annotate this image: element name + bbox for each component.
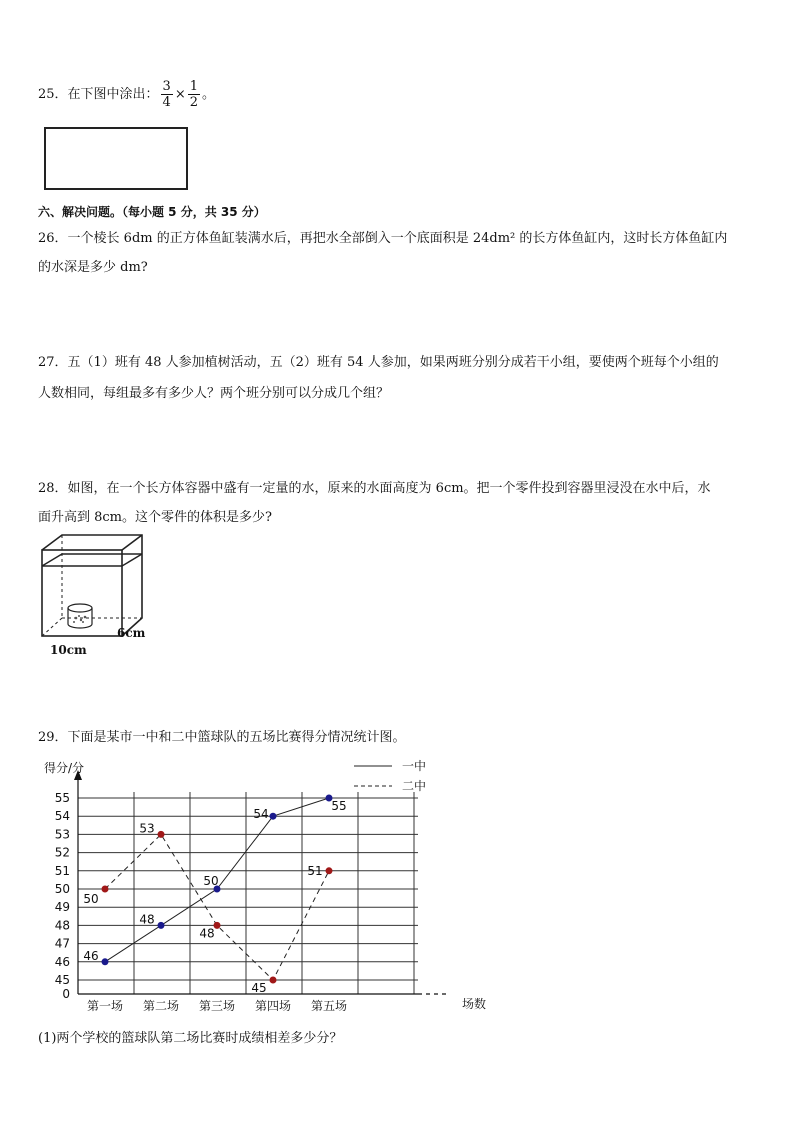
data-label: 50 — [203, 874, 219, 888]
q28-line2: 面升高到 8cm。这个零件的体积是多少? — [38, 510, 272, 525]
part-top — [68, 604, 92, 612]
shading-rectangle[interactable] — [44, 127, 188, 190]
q26-line1: 26．一个棱长 6dm 的正方体鱼缸装满水后，再把水全部倒入一个底面积是 24dm² 的长方体鱼缸内，这时长方体鱼缸内 — [38, 231, 728, 246]
data-point — [102, 886, 109, 893]
x-axis-label: 场数 — [462, 997, 487, 1011]
x-tick-label: 第二场 — [142, 999, 180, 1013]
data-point — [102, 958, 109, 965]
data-point — [326, 867, 333, 874]
q29-title: 29．下面是某市一中和二中篮球队的五场比赛得分情况统计图。 — [38, 730, 406, 745]
fraction-one-half — [188, 80, 200, 109]
x-tick-label: 第四场 — [254, 999, 292, 1013]
data-label: 45 — [251, 981, 267, 995]
x-tick-label: 第五场 — [310, 999, 348, 1013]
section-6-heading: 六、解决问题。（每小题 5 分，共 35 分） — [38, 205, 266, 219]
water-surface — [42, 554, 142, 566]
y-axis-label: 得分/分 — [44, 761, 85, 775]
x-tick-label: 第三场 — [198, 999, 236, 1013]
y-tick-label: 55 — [54, 791, 70, 805]
data-label: 54 — [253, 807, 269, 822]
y-tick-label: 48 — [54, 918, 70, 933]
data-point — [158, 831, 165, 838]
depth-label: 6cm — [117, 626, 146, 640]
data-label: 51 — [307, 863, 323, 878]
legend-label: 二中 — [402, 779, 427, 793]
data-label: 46 — [83, 948, 99, 963]
frac2-numerator: 1 — [189, 79, 199, 94]
frac1-denominator: 4 — [162, 95, 171, 110]
legend-label: 一中 — [402, 759, 427, 773]
y-tick-label: 46 — [54, 954, 70, 969]
y-tick-label: 53 — [54, 827, 70, 842]
multiply-sign: × — [174, 87, 186, 102]
y-tick-label: 47 — [54, 936, 70, 951]
width-label: 10cm — [50, 643, 87, 657]
q25-prefix: 25．在下图中涂出： — [38, 87, 159, 102]
q28-line1: 28．如图，在一个长方体容器中盛有一定量的水，原来的水面高度为 6cm。把一个零件投到容器里浸没在水中后，水 — [38, 481, 711, 496]
data-label: 48 — [139, 912, 155, 927]
fraction-three-quarters — [161, 80, 173, 109]
q29-sub1: (1)两个学校的篮球队第二场比赛时成绩相差多少分？ — [38, 1031, 343, 1046]
data-label: 53 — [139, 821, 155, 836]
question-25 — [38, 80, 215, 109]
data-point — [270, 977, 277, 984]
x-tick-label: 第一场 — [86, 999, 124, 1013]
container-front-face — [42, 550, 122, 636]
y-tick-label: 45 — [54, 973, 70, 987]
container-figure — [30, 530, 160, 660]
y-tick-label: 51 — [54, 863, 70, 878]
data-label: 50 — [83, 892, 99, 906]
y-tick-label: 52 — [54, 845, 70, 860]
frac2-denominator: 2 — [189, 95, 199, 110]
data-point — [158, 922, 165, 929]
y-tick-label: 49 — [54, 900, 70, 915]
data-point — [270, 813, 277, 820]
y-tick-label: 50 — [54, 882, 70, 896]
q26-line2: 的水深是多少 dm? — [38, 260, 148, 275]
line-chart — [30, 752, 510, 1022]
q27-line2: 人数相同，每组最多有多少人？两个班分别可以分成几个组？ — [38, 386, 390, 401]
q27-line1: 27．五（1）班有 48 人参加植树活动，五（2）班有 54 人参加，如果两班分别分成若干小组，要使两个班每个小组的 — [38, 355, 719, 370]
y-tick-label: 54 — [54, 809, 70, 824]
data-label: 55 — [331, 799, 347, 813]
q25-suffix: 。 — [202, 87, 216, 102]
frac1-numerator: 3 — [162, 79, 171, 94]
data-label: 48 — [199, 926, 215, 941]
y-tick-label: 0 — [62, 987, 70, 1001]
